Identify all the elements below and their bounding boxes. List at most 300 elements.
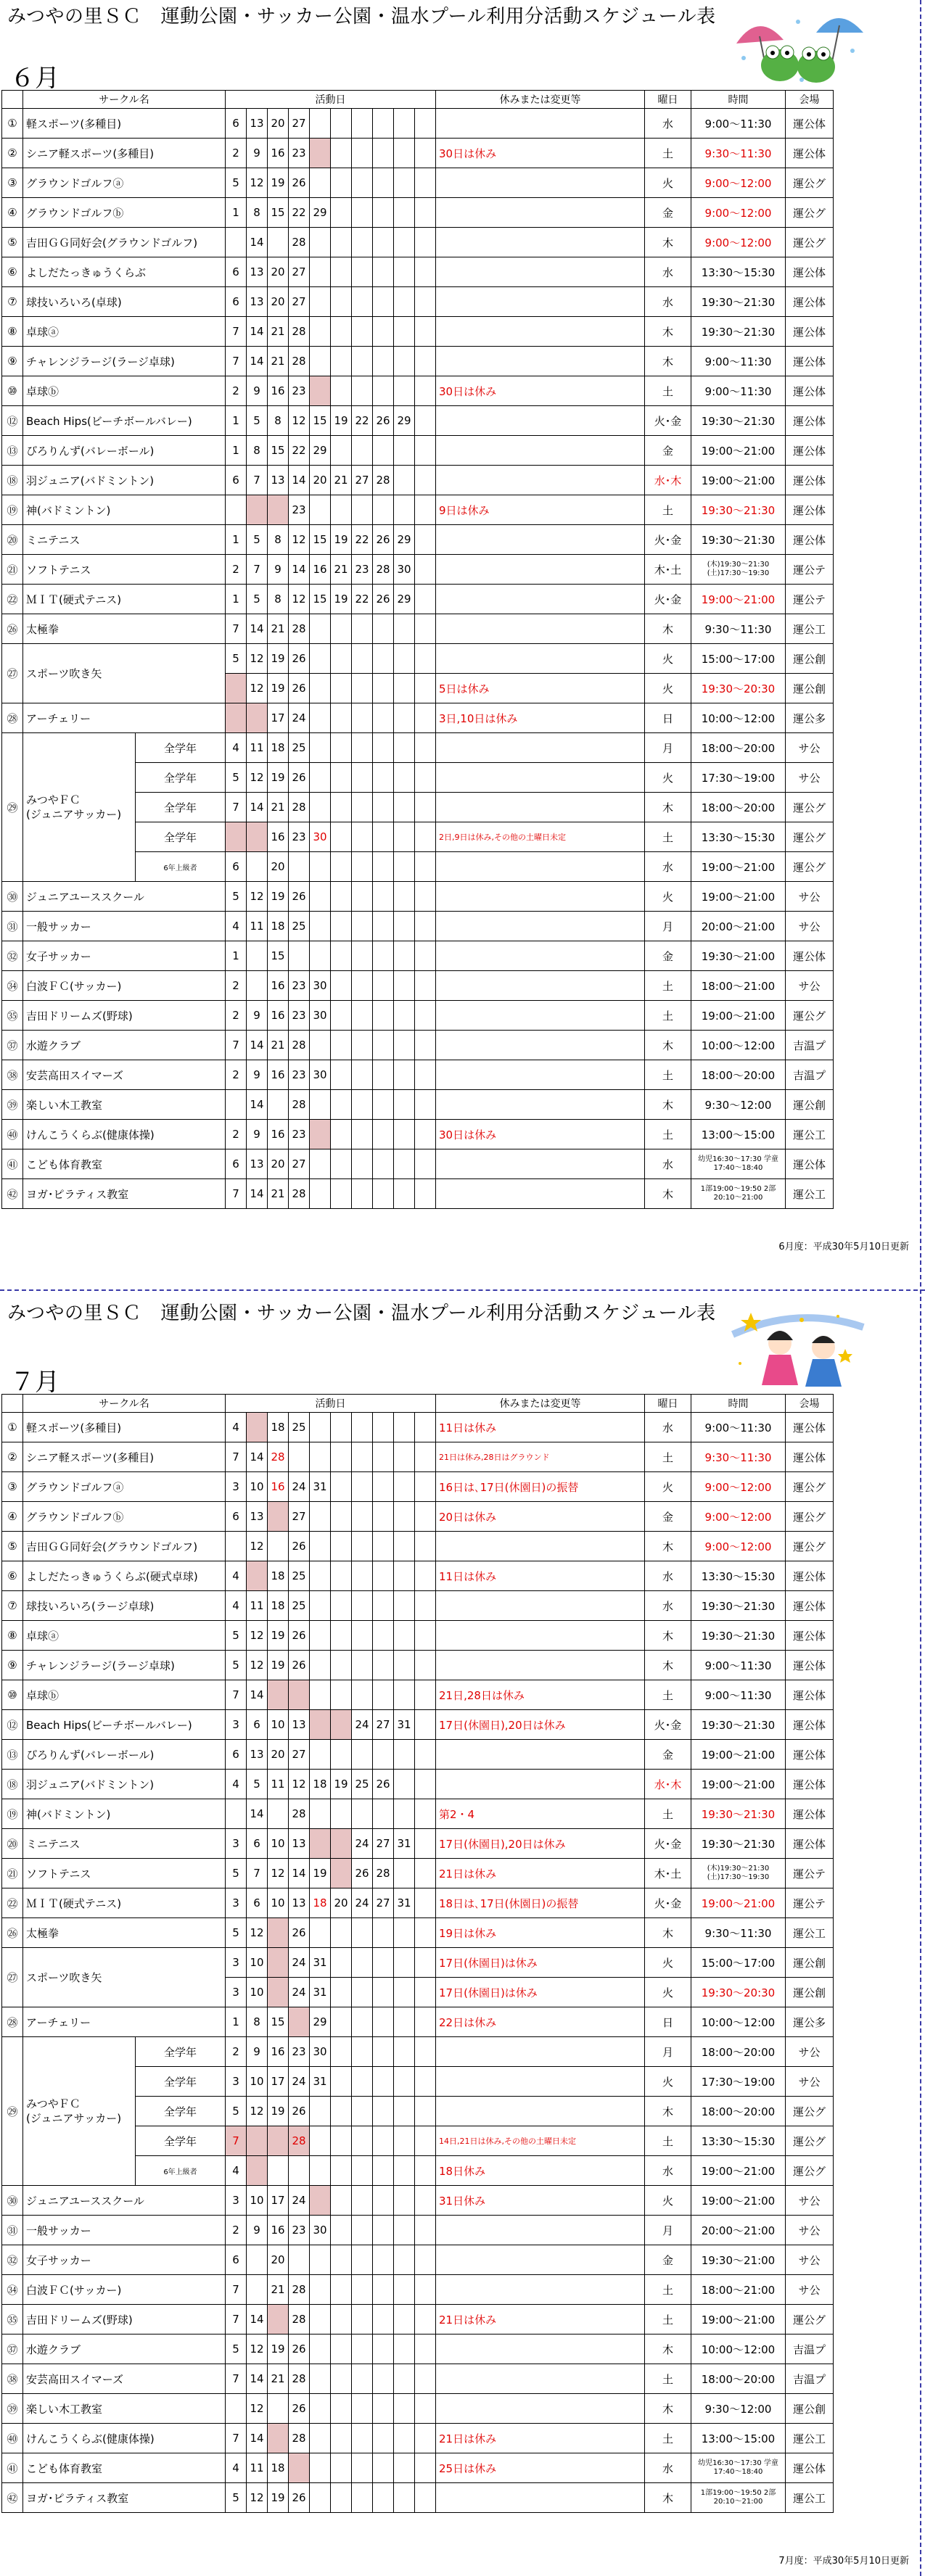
day-cell [331,198,352,228]
day-cell [352,703,373,733]
day-cell: 23 [289,2216,310,2245]
day-cell [415,287,436,317]
header-notes: 休みまたは変更等 [436,91,645,109]
day-cell [310,733,331,763]
day-cell [415,376,436,406]
weekday-cell: 木 [645,793,691,822]
day-cell [289,2156,310,2186]
day-cell [226,495,247,525]
circle-name: 太極拳 [23,1918,226,1948]
time-cell: 19:30～21:30 [691,1829,786,1859]
weekday-cell: 木 [645,2394,691,2424]
day-cell: 19 [268,644,289,674]
circle-name: よしだたっきゅうくらぶ [23,257,226,287]
day-cell: 28 [268,1442,289,1472]
row-number: ② [2,1442,23,1472]
day-cell: 24 [352,1710,373,1740]
circle-name: 楽しい木工教室 [23,1090,226,1120]
circle-name: 卓球ⓑ [23,1680,226,1710]
day-cell [352,1948,373,1978]
day-cell [394,2067,415,2097]
day-cell [373,763,394,793]
day-cell [331,287,352,317]
day-cell [331,733,352,763]
day-cell: 4 [226,1413,247,1442]
day-cell: 22 [352,585,373,614]
day-cell [352,2097,373,2126]
day-cell [331,2305,352,2334]
note-cell: 20日は休み [436,1502,645,1532]
day-cell: 21 [268,317,289,347]
day-cell [331,1031,352,1060]
day-cell: 23 [289,495,310,525]
time-cell: 9:00～11:30 [691,1413,786,1442]
table-row [2,2483,834,2513]
weekday-cell: 木 [645,2097,691,2126]
day-cell [247,822,268,852]
weekday-cell: 金 [645,941,691,971]
day-cell [373,1561,394,1591]
weekday-cell: 木･土 [645,555,691,585]
day-cell [415,1680,436,1710]
table-row [2,2305,834,2334]
table-row [2,139,834,168]
day-cell [352,2067,373,2097]
day-cell [331,703,352,733]
venue-cell: 運公多 [786,703,834,733]
day-cell [394,941,415,971]
venue-cell: 運公テ [786,1888,834,1918]
weekday-cell: 土 [645,1799,691,1829]
day-cell: 5 [226,882,247,912]
day-cell [310,1090,331,1120]
note-cell [436,2067,645,2097]
table-row [2,2275,834,2305]
day-cell: 11 [247,2453,268,2483]
time-cell: 9:30～12:00 [691,2394,786,2424]
day-cell [331,1918,352,1948]
time-cell: 13:30～15:30 [691,257,786,287]
day-cell: 21 [268,2275,289,2305]
day-cell [331,1472,352,1502]
day-cell: 23 [289,822,310,852]
day-cell [331,1591,352,1621]
day-cell [247,495,268,525]
day-cell: 21 [268,614,289,644]
weekday-cell: 火 [645,2186,691,2216]
day-cell: 26 [289,1651,310,1680]
table-row [2,198,834,228]
grade-cell: 全学年 [136,2067,226,2097]
note-cell: 18日休み [436,2156,645,2186]
day-cell: 20 [268,1149,289,1179]
note-cell [436,287,645,317]
day-cell: 27 [352,466,373,495]
day-cell: 30 [394,555,415,585]
day-cell [331,2216,352,2245]
day-cell: 2 [226,2216,247,2245]
weekday-cell: 土 [645,2305,691,2334]
weekday-cell: 土 [645,1680,691,1710]
day-cell: 18 [268,2453,289,2483]
day-cell [394,198,415,228]
time-cell: 10:00～12:00 [691,1031,786,1060]
day-cell [310,852,331,882]
day-cell [394,228,415,257]
day-cell: 19 [268,168,289,198]
day-cell: 7 [226,793,247,822]
circle-name: スポーツ吹き矢 [23,644,226,703]
day-cell: 9 [247,1060,268,1090]
day-cell: 4 [226,1591,247,1621]
day-cell [289,1680,310,1710]
circle-name: 白波ＦＣ(サッカー) [23,971,226,1001]
day-cell: 3 [226,2067,247,2097]
venue-cell: サ公 [786,2186,834,2216]
day-cell: 7 [226,347,247,376]
venue-cell: サ公 [786,912,834,941]
note-cell [436,793,645,822]
day-cell: 5 [226,168,247,198]
day-cell [310,2275,331,2305]
day-cell [394,1413,415,1442]
time-cell: 幼児16:30～17:30 学童17:40～18:40 [691,2453,786,2483]
day-cell [373,2067,394,2097]
day-cell [373,198,394,228]
note-cell: 31日休み [436,2186,645,2216]
july-month-label: ７月 [10,1368,59,1397]
day-cell [352,2305,373,2334]
day-cell [331,1001,352,1031]
day-cell [415,2305,436,2334]
weekday-cell: 土 [645,495,691,525]
day-cell: 30 [310,1060,331,1090]
day-cell [289,2245,310,2275]
day-cell [310,1149,331,1179]
venue-cell: 運公グ [786,198,834,228]
time-cell: 1部19:00～19:50 2部20:10～21:00 [691,1179,786,1209]
time-cell: 19:00～21:00 [691,1740,786,1770]
day-cell [373,228,394,257]
day-cell [415,525,436,555]
weekday-cell: 水 [645,1413,691,1442]
day-cell: 12 [247,644,268,674]
day-cell [415,2037,436,2067]
venue-cell: 運公多 [786,2007,834,2037]
note-cell: 2日,9日は休み,その他の土曜日未定 [436,822,645,852]
circle-name: アーチェリー [23,703,226,733]
day-cell [394,1090,415,1120]
table-row [2,1770,834,1799]
weekday-cell: 木 [645,1532,691,1561]
day-cell [226,1799,247,1829]
day-cell: 31 [310,1978,331,2007]
day-cell [247,1561,268,1591]
day-cell [373,1651,394,1680]
day-cell: 12 [289,406,310,436]
day-cell: 28 [289,1090,310,1120]
day-cell: 12 [268,1859,289,1888]
day-cell: 21 [268,347,289,376]
day-cell [373,2394,394,2424]
row-number: ⑨ [2,1651,23,1680]
table-row [2,2394,834,2424]
day-cell: 6 [226,1740,247,1770]
day-cell: 30 [310,822,331,852]
day-cell [373,941,394,971]
day-cell [247,971,268,1001]
day-cell [394,466,415,495]
day-cell: 12 [247,2334,268,2364]
row-number: ㉜ [2,941,23,971]
table-row [2,228,834,257]
time-cell: 9:00～12:00 [691,1502,786,1532]
day-cell [310,1561,331,1591]
day-cell [394,139,415,168]
day-cell: 14 [289,555,310,585]
day-cell: 28 [373,466,394,495]
day-cell [394,2453,415,2483]
row-number: ㉞ [2,971,23,1001]
weekday-cell: 火 [645,674,691,703]
day-cell [331,228,352,257]
day-cell: 17 [268,2067,289,2097]
day-cell [373,2334,394,2364]
row-number: ② [2,139,23,168]
table-row [2,2037,834,2067]
table-row [2,406,834,436]
weekday-cell: 土 [645,2275,691,2305]
time-cell: 9:00～12:00 [691,228,786,257]
row-number: ⑬ [2,436,23,466]
day-cell: 12 [289,1770,310,1799]
day-cell [415,1978,436,2007]
circle-name: 安芸高田スイマーズ [23,1060,226,1090]
day-cell: 7 [226,1680,247,1710]
day-cell [373,287,394,317]
table-row [2,1651,834,1680]
row-number: ㊳ [2,2364,23,2394]
weekday-cell: 金 [645,436,691,466]
venue-cell: サ公 [786,2245,834,2275]
circle-name: 水遊クラブ [23,2334,226,2364]
day-cell [373,1532,394,1561]
note-cell: 5日は休み [436,674,645,703]
day-cell [310,882,331,912]
venue-cell: 運公工 [786,1918,834,1948]
day-cell [394,733,415,763]
time-cell: 18:00～20:00 [691,733,786,763]
day-cell: 12 [247,1532,268,1561]
day-cell [331,1502,352,1532]
day-cell: 26 [289,644,310,674]
day-cell [352,852,373,882]
day-cell [331,1090,352,1120]
day-cell: 22 [352,406,373,436]
row-number: ⑲ [2,1799,23,1829]
day-cell: 24 [289,1948,310,1978]
day-cell: 7 [226,2126,247,2156]
day-cell: 6 [226,287,247,317]
note-cell [436,941,645,971]
day-cell [310,2305,331,2334]
weekday-cell: 月 [645,2037,691,2067]
circle-name: Beach Hips(ビーチボールバレー) [23,1710,226,1740]
grade-cell: 全学年 [136,763,226,793]
day-cell [373,614,394,644]
day-cell: 28 [373,1859,394,1888]
day-cell: 1 [226,436,247,466]
time-cell: 20:00～21:00 [691,912,786,941]
day-cell: 20 [268,852,289,882]
day-cell [415,2334,436,2364]
day-cell [331,1532,352,1561]
day-cell [415,1591,436,1621]
row-number: ⑳ [2,525,23,555]
day-cell [373,1948,394,1978]
day-cell: 16 [268,1472,289,1502]
venue-cell: 運公体 [786,436,834,466]
day-cell [331,2275,352,2305]
circle-name: 軽スポーツ(多種目) [23,1413,226,1442]
day-cell: 9 [268,555,289,585]
circle-name: グラウンドゴルフⓑ [23,198,226,228]
row-number: ㉒ [2,585,23,614]
table-row [2,436,834,466]
day-cell: 26 [289,2097,310,2126]
day-cell [373,971,394,1001]
row-number: ⑬ [2,1740,23,1770]
day-cell [373,1442,394,1472]
row-number: ① [2,1413,23,1442]
day-cell: 15 [268,436,289,466]
day-cell [310,168,331,198]
day-cell [310,2126,331,2156]
day-cell [415,1413,436,1442]
row-number: ㉙ [2,2037,23,2186]
day-cell [373,109,394,139]
july-update-footer: 7月度：平成30年5月10日更新 [778,2556,909,2567]
day-cell [394,1859,415,1888]
day-cell: 6 [226,852,247,882]
day-cell: 17 [268,2186,289,2216]
note-cell: 30日は休み [436,376,645,406]
day-cell: 22 [289,436,310,466]
day-cell: 3 [226,1978,247,2007]
row-number: ㉘ [2,2007,23,2037]
day-cell: 21 [268,793,289,822]
day-cell: 14 [247,614,268,644]
table-row [2,1740,834,1770]
day-cell [373,674,394,703]
circle-name: アーチェリー [23,2007,226,2037]
day-cell [331,2186,352,2216]
day-cell [331,941,352,971]
day-cell [373,733,394,763]
day-cell [331,168,352,198]
day-cell: 1 [226,585,247,614]
note-cell: 3日,10日は休み [436,703,645,733]
day-cell: 12 [247,2394,268,2424]
day-cell [268,2424,289,2453]
day-cell [310,674,331,703]
table-row [2,1472,834,1502]
weekday-cell: 月 [645,2216,691,2245]
day-cell [415,1859,436,1888]
row-number: ㊳ [2,1060,23,1090]
row-number: ㊷ [2,1179,23,1209]
weekday-cell: 木 [645,347,691,376]
day-cell [415,852,436,882]
day-cell [394,2424,415,2453]
day-cell: 15 [310,585,331,614]
day-cell [310,2245,331,2275]
circle-name-line2: (ジュニアサッカー) [26,2112,122,2125]
time-cell: 19:30～21:30 [691,317,786,347]
day-cell [289,941,310,971]
day-cell: 14 [289,466,310,495]
time-cell: 9:30～11:30 [691,1918,786,1948]
day-cell: 7 [226,614,247,644]
day-cell [415,1829,436,1859]
table-row [2,1710,834,1740]
note-cell: 第2・4 [436,1799,645,1829]
day-cell [415,2245,436,2275]
note-cell [436,525,645,555]
venue-cell: 運公グ [786,1502,834,1532]
row-number: ⑲ [2,495,23,525]
day-cell: 21 [331,466,352,495]
day-cell [394,614,415,644]
day-cell: 12 [247,168,268,198]
day-cell [394,1561,415,1591]
day-cell [415,1179,436,1209]
day-cell: 16 [268,822,289,852]
table-row [2,466,834,495]
day-cell [310,912,331,941]
day-cell: 25 [289,1561,310,1591]
day-cell: 3 [226,1829,247,1859]
day-cell [331,436,352,466]
day-cell: 25 [289,912,310,941]
day-cell: 2 [226,555,247,585]
day-cell: 11 [247,912,268,941]
day-cell: 13 [289,1710,310,1740]
day-cell [394,287,415,317]
day-cell: 18 [310,1888,331,1918]
day-cell [373,317,394,347]
day-cell [394,793,415,822]
day-cell [394,852,415,882]
day-cell [415,466,436,495]
day-cell: 29 [394,585,415,614]
day-cell [331,1799,352,1829]
time-cell: 18:00～21:00 [691,971,786,1001]
day-cell [394,1621,415,1651]
day-cell: 25 [289,733,310,763]
day-cell [415,2007,436,2037]
day-cell: 20 [331,1888,352,1918]
note-cell [436,228,645,257]
day-cell: 2 [226,1060,247,1090]
time-cell: 19:00～21:00 [691,2305,786,2334]
venue-cell: 運公グ [786,1472,834,1502]
table-row [2,614,834,644]
day-cell: 26 [289,2483,310,2513]
day-cell [373,495,394,525]
table-row [2,2216,834,2245]
day-cell [373,912,394,941]
